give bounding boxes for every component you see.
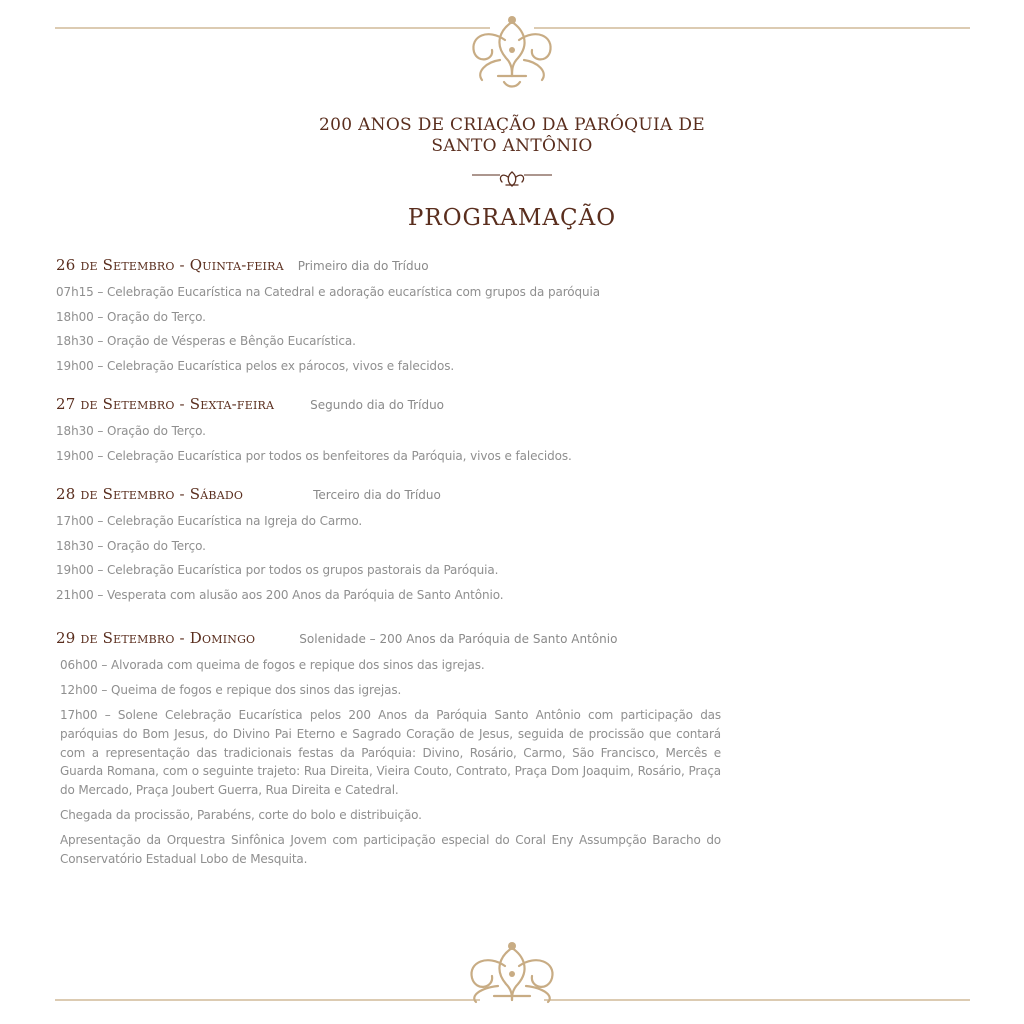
schedule-item: 19h00 – Celebração Eucarística por todos os grupos pastorais da Paróquia. xyxy=(56,563,499,577)
schedule-item: 17h00 – Celebração Eucarística na Igreja do Carmo. xyxy=(56,514,363,528)
day-subtitle: Segundo dia do Tríduo xyxy=(310,398,445,412)
schedule-item: 18h30 – Oração de Vésperas e Bênção Eucarística. xyxy=(56,334,356,348)
day-header xyxy=(56,629,721,653)
day-section xyxy=(56,395,721,468)
top-ornament xyxy=(0,0,1024,100)
schedule-paragraph: Apresentação da Orquestra Sinfônica Jovem com participação especial do Coral Eny Assumpção Baracho do Conservatório Estadual Lobo de Mesquita. xyxy=(60,832,721,866)
schedule-item: 18h00 – Oração do Terço. xyxy=(56,309,206,324)
schedule-item: 12h00 – Queima de fogos e repique dos sinos das igrejas. xyxy=(60,682,402,697)
day-header xyxy=(56,395,721,419)
schedule-item: 18h30 – Oração do Terço. xyxy=(56,538,206,553)
schedule-item: 19h00 – Celebração Eucarística por todos os benfeitores da Paróquia, vivos e falecidos. xyxy=(56,448,572,463)
bottom-ornament xyxy=(0,930,1024,1024)
schedule-item: 07h15 – Celebração Eucarística na Catedral e adoração eucarística com grupos da paróquia xyxy=(56,285,601,299)
schedule-item: 19h00 – Celebração Eucarística pelos ex párocos, vivos e falecidos. xyxy=(56,358,455,373)
day-header xyxy=(56,256,721,280)
day-header xyxy=(56,485,721,509)
day-title: 26 de Setembro - Quinta-feira xyxy=(56,256,284,274)
schedule-item: 21h00 – Vesperata com alusão aos 200 Anos da Paróquia de Santo Antônio. xyxy=(56,587,504,602)
schedule-paragraph: 17h00 – Solene Celebração Eucarística pelos 200 Anos da Paróquia Santo Antônio com participação das paróquias do Bom Jesus, do Divino Pai Eterno e Sagrado Coração de Jesus, seguida de procissão que contará com a representação das tradicionais festas da Paróquia: Divino, Rosário, Carmo, São Francisco, Mercês e Guarda Romana, com o seguinte trajeto: Rua Direita, Vieira Couto, Contrato, Praça Dom Joaquim, Rosário, Praça do Mercado, Praça Joubert Guerra, Rua Direita e Catedral. xyxy=(60,708,721,798)
schedule-paragraph: Chegada da procissão, Parabéns, corte do bolo e distribuição. xyxy=(60,807,422,822)
day-subtitle: Terceiro dia do Tríduo xyxy=(313,488,441,502)
title-line-1: 200 ANOS DE CRIAÇÃO DA PARÓQUIA DE xyxy=(319,115,705,135)
section-title: PROGRAMAÇÃO xyxy=(407,205,617,231)
title-line-2: SANTO ANTÔNIO xyxy=(431,136,593,156)
schedule-item: 06h00 – Alvorada com queima de fogos e repique dos sinos das igrejas. xyxy=(60,658,485,672)
day-subtitle: Solenidade – 200 Anos da Paróquia de Santo Antônio xyxy=(299,632,618,646)
day-section xyxy=(56,485,721,607)
day-title: 29 de Setembro - Domingo xyxy=(56,629,256,647)
small-divider-ornament xyxy=(462,168,562,190)
day-section xyxy=(56,629,721,868)
schedule xyxy=(56,256,721,885)
page-title xyxy=(0,115,1024,157)
day-subtitle: Primeiro dia do Tríduo xyxy=(297,259,429,273)
day-section xyxy=(56,256,721,378)
schedule-item: 18h30 – Oração do Terço. xyxy=(56,424,206,438)
day-title: 27 de Setembro - Sexta-feira xyxy=(56,395,275,413)
day-title: 28 de Setembro - Sábado xyxy=(56,485,244,503)
